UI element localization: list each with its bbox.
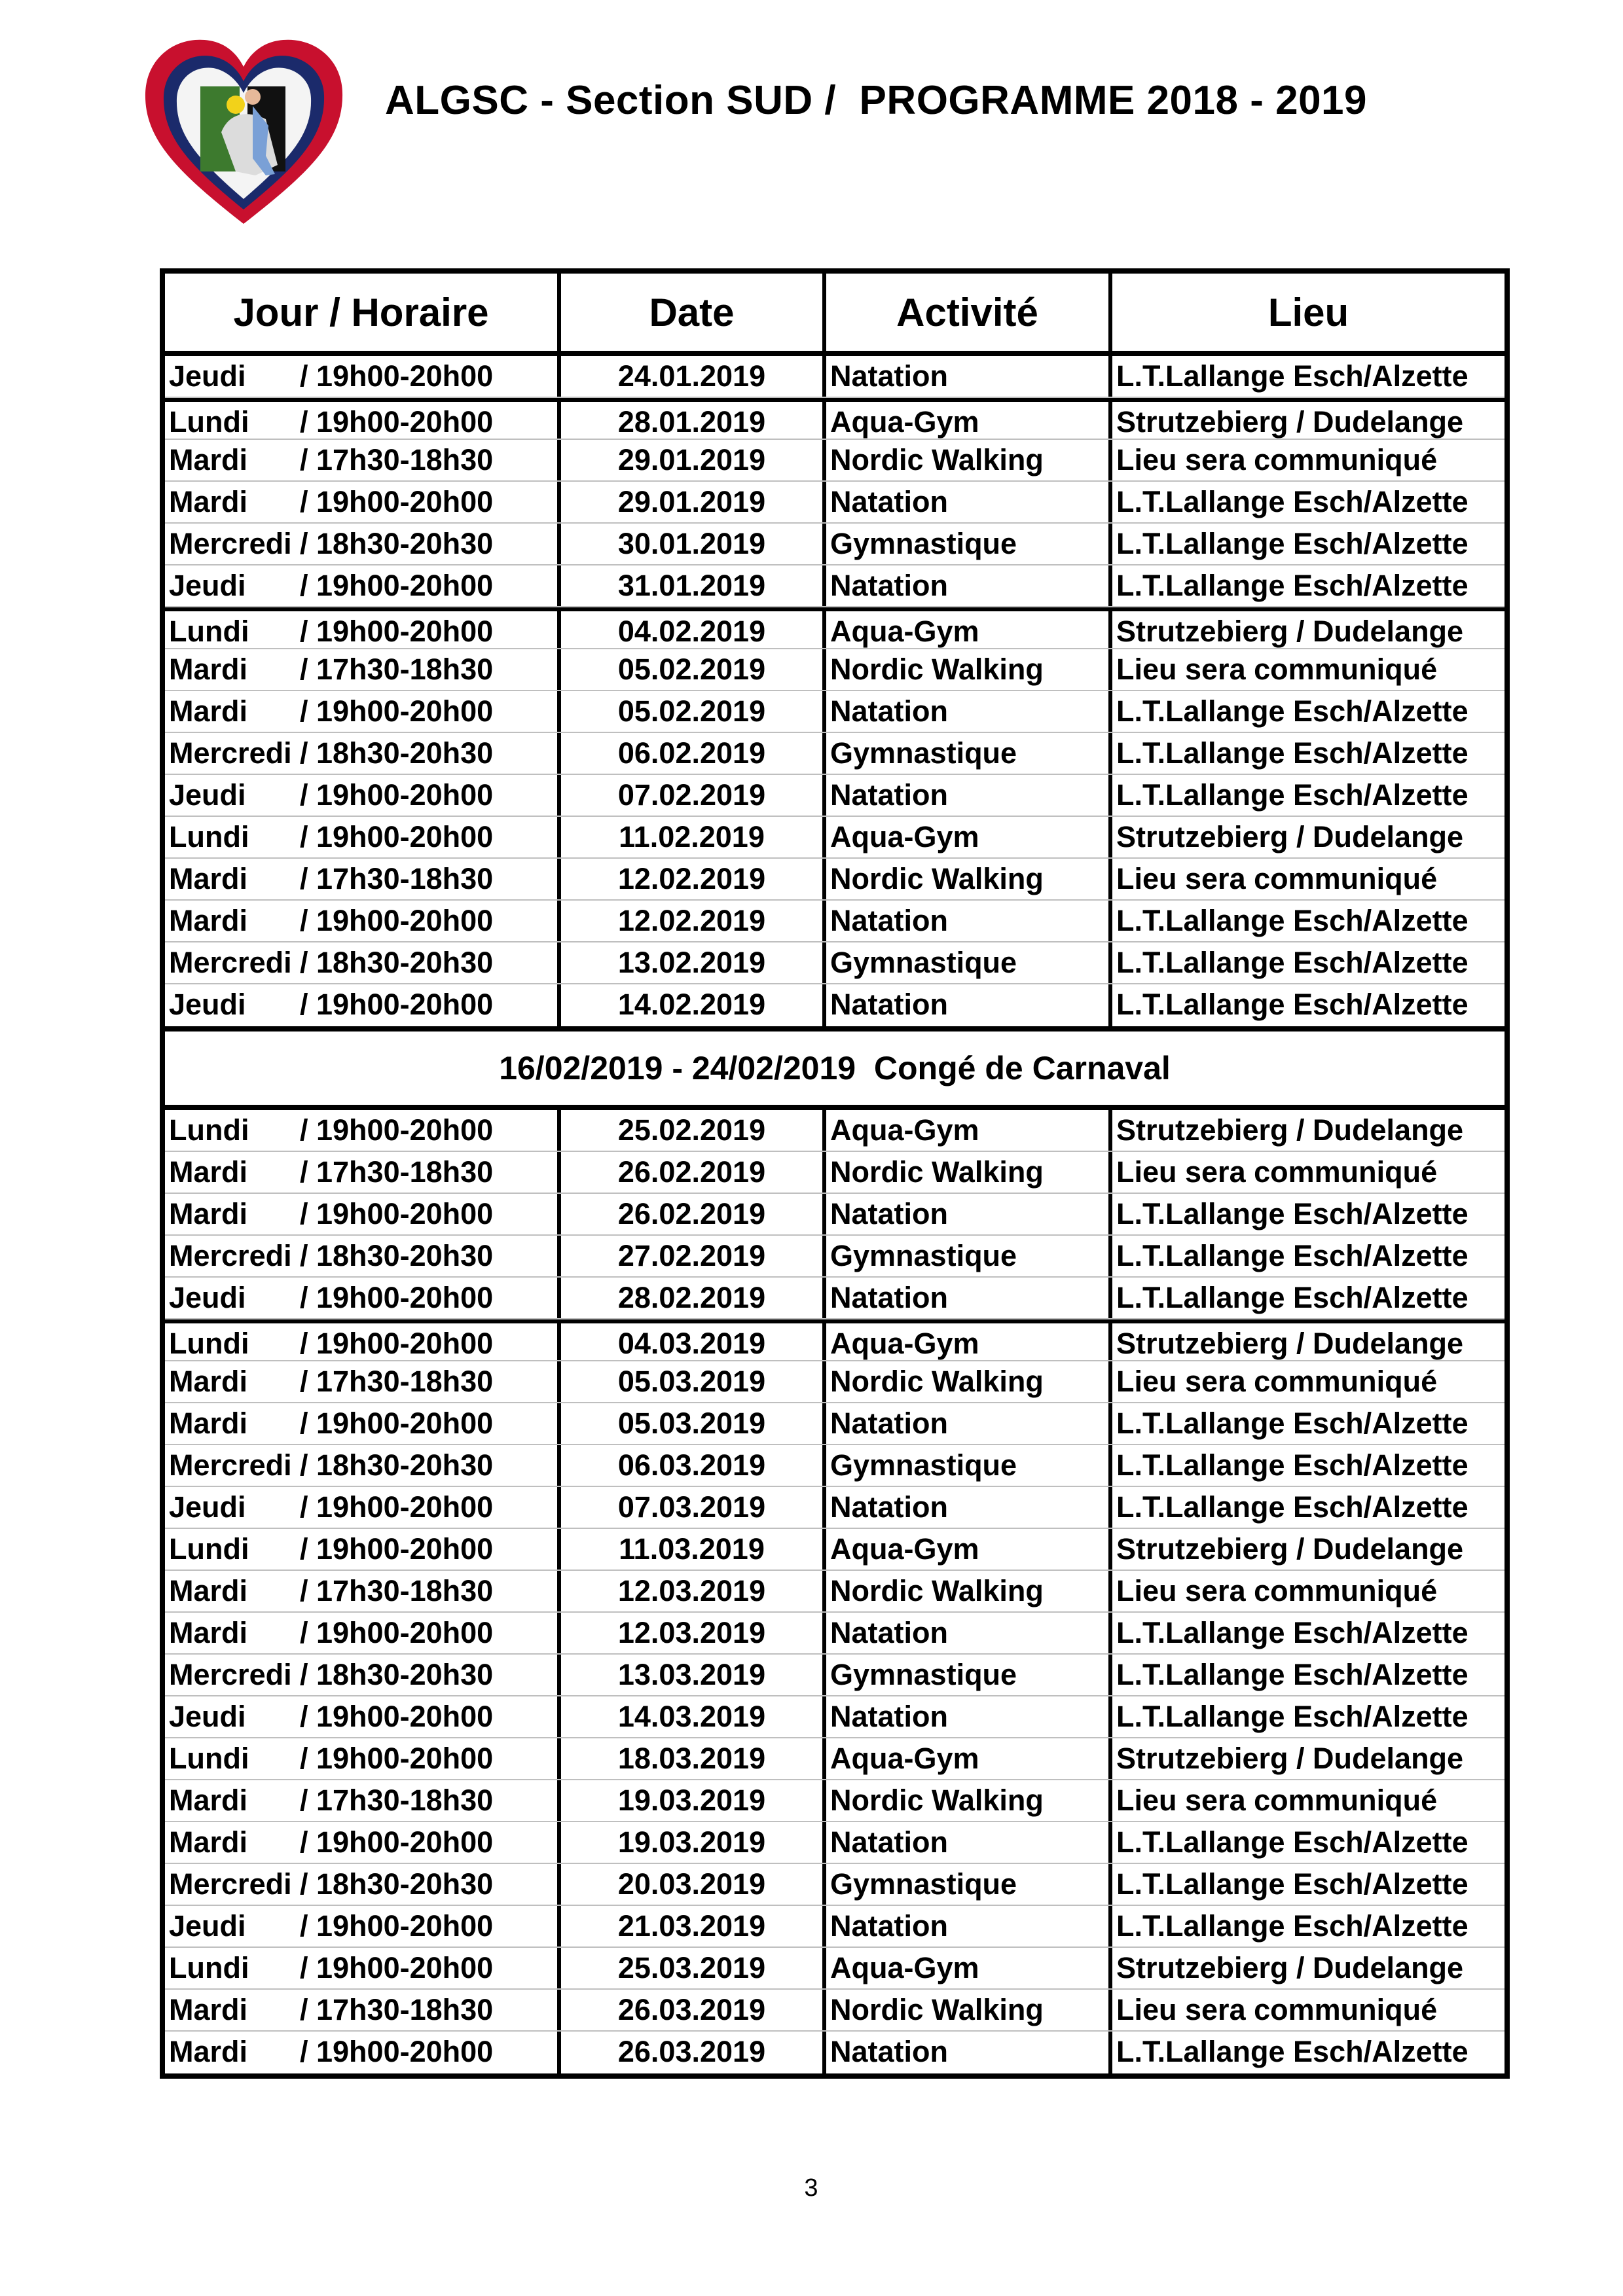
date-cell: 26.02.2019 [561, 1152, 826, 1193]
day-cell: Mardi [169, 1825, 248, 1859]
day-time-cell [165, 1864, 561, 1905]
place-cell: Lieu sera communiqué [1116, 443, 1438, 476]
activity-cell: Gymnastique [826, 524, 1112, 564]
day-time-cell [165, 1487, 561, 1528]
activity-cell: Gymnastique [826, 1445, 1112, 1486]
table-row [165, 1864, 1504, 1906]
day-cell: Mardi [169, 1365, 248, 1398]
activity-cell: Natation [826, 901, 1112, 941]
day-time-cell [165, 2032, 561, 2073]
place-cell: L.T.Lallange Esch/Alzette [1116, 527, 1468, 560]
place-cell: Strutzebierg / Dudelange [1116, 820, 1464, 853]
table-row [165, 901, 1504, 942]
day-time-cell [165, 1780, 561, 1821]
table-row [165, 1571, 1504, 1613]
table-header-row [165, 274, 1504, 356]
day-cell: Mardi [169, 485, 248, 518]
day-time-cell [165, 565, 561, 606]
place-cell: L.T.Lallange Esch/Alzette [1116, 904, 1468, 937]
activity-cell: Aqua-Gym [826, 1948, 1112, 1988]
time-cell: / 19h00-20h00 [300, 1825, 494, 1859]
day-time-cell [165, 1613, 561, 1653]
activity-cell: Aqua-Gym [826, 611, 1112, 648]
place-cell: L.T.Lallange Esch/Alzette [1116, 778, 1468, 812]
date-cell: 05.02.2019 [561, 691, 826, 732]
date-cell: 11.03.2019 [561, 1529, 826, 1570]
place-cell: L.T.Lallange Esch/Alzette [1116, 1197, 1468, 1230]
time-cell: / 19h00-20h00 [300, 405, 494, 439]
time-cell: / 19h00-20h00 [300, 1616, 494, 1649]
activity-cell: Natation [826, 1822, 1112, 1863]
day-time-cell [165, 402, 561, 439]
day-cell: Lundi [169, 1113, 249, 1147]
activity-cell: Nordic Walking [826, 1152, 1112, 1193]
day-cell: Mercredi [169, 736, 292, 770]
column-header-activity: Activité [826, 274, 1112, 351]
day-time-cell [165, 649, 561, 690]
time-cell: / 18h30-20h30 [300, 736, 494, 770]
schedule-block-before-carnival [165, 356, 1504, 1026]
time-cell: / 19h00-20h00 [300, 904, 494, 937]
time-cell: / 19h00-20h00 [300, 820, 494, 853]
date-cell: 12.02.2019 [561, 901, 826, 941]
time-cell: / 19h00-20h00 [300, 1490, 494, 1524]
place-cell: L.T.Lallange Esch/Alzette [1116, 359, 1468, 393]
day-cell: Mercredi [169, 946, 292, 979]
table-row [165, 1655, 1504, 1696]
place-cell: L.T.Lallange Esch/Alzette [1116, 1407, 1468, 1440]
place-cell: L.T.Lallange Esch/Alzette [1116, 485, 1468, 518]
day-time-cell [165, 1236, 561, 1276]
table-row [165, 775, 1504, 817]
place-cell: L.T.Lallange Esch/Alzette [1116, 736, 1468, 770]
place-cell: L.T.Lallange Esch/Alzette [1116, 1239, 1468, 1272]
day-time-cell [165, 775, 561, 816]
date-cell: 14.02.2019 [561, 984, 826, 1026]
day-time-cell [165, 1323, 561, 1360]
day-cell: Mardi [169, 694, 248, 728]
table-row [165, 733, 1504, 775]
time-cell: / 19h00-20h00 [300, 778, 494, 812]
table-row [165, 817, 1504, 859]
day-time-cell [165, 984, 561, 1026]
page-number: 3 [804, 2174, 818, 2202]
day-time-cell [165, 1194, 561, 1234]
time-cell: / 19h00-20h00 [300, 1407, 494, 1440]
day-time-cell [165, 1361, 561, 1402]
column-header-place: Lieu [1267, 290, 1349, 334]
place-cell: Strutzebierg / Dudelange [1116, 615, 1464, 648]
place-cell: L.T.Lallange Esch/Alzette [1116, 1867, 1468, 1901]
time-cell: / 19h00-20h00 [300, 1281, 494, 1314]
table-row [165, 356, 1504, 398]
time-cell: / 19h00-20h00 [300, 1327, 494, 1360]
date-cell: 31.01.2019 [561, 565, 826, 606]
day-cell: Lundi [169, 1327, 249, 1360]
activity-cell: Natation [826, 2032, 1112, 2073]
day-cell: Mercredi [169, 1448, 292, 1482]
date-cell: 13.02.2019 [561, 942, 826, 983]
day-time-cell [165, 901, 561, 941]
schedule-block-after-carnival [165, 1110, 1504, 2073]
day-cell: Jeudi [169, 778, 246, 812]
place-cell: Strutzebierg / Dudelange [1116, 1113, 1464, 1147]
activity-cell: Natation [826, 775, 1112, 816]
place-cell: Strutzebierg / Dudelange [1116, 1951, 1464, 1984]
time-cell: / 17h30-18h30 [300, 1993, 494, 2026]
table-row [165, 565, 1504, 607]
table-row [165, 1906, 1504, 1948]
holiday-banner: 16/02/2019 - 24/02/2019 Congé de Carnaval [165, 1026, 1504, 1110]
day-cell: Jeudi [169, 1281, 246, 1314]
time-cell: / 17h30-18h30 [300, 1574, 494, 1607]
date-cell: 19.03.2019 [561, 1822, 826, 1863]
date-cell: 29.01.2019 [561, 440, 826, 480]
day-time-cell [165, 859, 561, 899]
day-time-cell [165, 1655, 561, 1695]
day-time-cell [165, 1110, 561, 1151]
day-cell: Mardi [169, 1574, 248, 1607]
day-cell: Jeudi [169, 1490, 246, 1524]
day-cell: Mardi [169, 1993, 248, 2026]
date-cell: 26.02.2019 [561, 1194, 826, 1234]
table-row [165, 1990, 1504, 2032]
place-cell: L.T.Lallange Esch/Alzette [1116, 988, 1468, 1021]
table-row [165, 859, 1504, 901]
time-cell: / 18h30-20h30 [300, 1867, 494, 1901]
place-cell: L.T.Lallange Esch/Alzette [1116, 1448, 1468, 1482]
table-row [165, 524, 1504, 565]
day-time-cell [165, 733, 561, 774]
place-cell: Lieu sera communiqué [1116, 1155, 1438, 1189]
day-cell: Lundi [169, 1951, 249, 1984]
time-cell: / 19h00-20h00 [300, 988, 494, 1021]
day-cell: Mardi [169, 2035, 248, 2068]
table-row [165, 1529, 1504, 1571]
day-cell: Jeudi [169, 988, 246, 1021]
place-cell: L.T.Lallange Esch/Alzette [1116, 946, 1468, 979]
activity-cell: Aqua-Gym [826, 1323, 1112, 1360]
time-cell: / 17h30-18h30 [300, 862, 494, 895]
day-cell: Lundi [169, 1532, 249, 1566]
date-cell: 27.02.2019 [561, 1236, 826, 1276]
activity-cell: Natation [826, 1194, 1112, 1234]
time-cell: / 19h00-20h00 [300, 1700, 494, 1733]
date-cell: 28.02.2019 [561, 1278, 826, 1318]
day-cell: Mardi [169, 1155, 248, 1189]
date-cell: 11.02.2019 [561, 817, 826, 857]
place-cell: L.T.Lallange Esch/Alzette [1116, 2035, 1468, 2068]
place-cell: L.T.Lallange Esch/Alzette [1116, 1616, 1468, 1649]
time-cell: / 18h30-20h30 [300, 527, 494, 560]
day-time-cell [165, 440, 561, 480]
date-cell: 20.03.2019 [561, 1864, 826, 1905]
place-cell: Strutzebierg / Dudelange [1116, 1327, 1464, 1360]
activity-cell: Nordic Walking [826, 1780, 1112, 1821]
day-time-cell [165, 1403, 561, 1444]
page-title: ALGSC - Section SUD / PROGRAMME 2018 - 2019 [385, 78, 1368, 123]
table-row [165, 1278, 1504, 1319]
date-cell: 24.01.2019 [561, 356, 826, 397]
place-cell: Strutzebierg / Dudelange [1116, 405, 1464, 439]
day-time-cell [165, 482, 561, 522]
date-cell: 13.03.2019 [561, 1655, 826, 1695]
table-row [165, 1738, 1504, 1780]
day-time-cell [165, 691, 561, 732]
date-cell: 05.03.2019 [561, 1403, 826, 1444]
date-cell: 12.03.2019 [561, 1613, 826, 1653]
date-cell: 05.03.2019 [561, 1361, 826, 1402]
day-time-cell [165, 1696, 561, 1737]
date-cell: 29.01.2019 [561, 482, 826, 522]
day-cell: Jeudi [169, 569, 246, 602]
date-cell: 26.03.2019 [561, 1990, 826, 2030]
place-cell: L.T.Lallange Esch/Alzette [1116, 1281, 1468, 1314]
table-row [165, 1152, 1504, 1194]
day-cell: Mardi [169, 653, 248, 686]
schedule-table [160, 268, 1510, 2079]
day-cell: Mardi [169, 1616, 248, 1649]
day-time-cell [165, 1738, 561, 1779]
column-header-day-time: Jour / Horaire [165, 274, 561, 351]
table-row [165, 1948, 1504, 1990]
table-row [165, 1361, 1504, 1403]
activity-cell: Nordic Walking [826, 440, 1112, 480]
day-cell: Lundi [169, 615, 249, 648]
date-cell: 25.03.2019 [561, 1948, 826, 1988]
day-time-cell [165, 1445, 561, 1486]
activity-cell: Natation [826, 565, 1112, 606]
table-row [165, 1403, 1504, 1445]
time-cell: / 17h30-18h30 [300, 653, 494, 686]
activity-cell: Natation [826, 691, 1112, 732]
column-header-date: Date [561, 274, 826, 351]
date-cell: 19.03.2019 [561, 1780, 826, 1821]
activity-cell: Aqua-Gym [826, 817, 1112, 857]
day-time-cell [165, 356, 561, 397]
time-cell: / 19h00-20h00 [300, 1532, 494, 1566]
table-row [165, 984, 1504, 1026]
activity-cell: Gymnastique [826, 942, 1112, 983]
day-cell: Mardi [169, 443, 248, 476]
place-cell: Lieu sera communiqué [1116, 1574, 1438, 1607]
place-cell: Lieu sera communiqué [1116, 862, 1438, 895]
time-cell: / 17h30-18h30 [300, 1784, 494, 1817]
time-cell: / 17h30-18h30 [300, 443, 494, 476]
activity-cell: Aqua-Gym [826, 1110, 1112, 1151]
activity-cell: Nordic Walking [826, 1990, 1112, 2030]
time-cell: / 19h00-20h00 [300, 1951, 494, 1984]
time-cell: / 19h00-20h00 [300, 694, 494, 728]
date-cell: 18.03.2019 [561, 1738, 826, 1779]
day-cell: Mercredi [169, 1867, 292, 1901]
date-cell: 12.03.2019 [561, 1571, 826, 1611]
day-time-cell [165, 1278, 561, 1318]
date-cell: 26.03.2019 [561, 2032, 826, 2073]
time-cell: / 18h30-20h30 [300, 1448, 494, 1482]
time-cell: / 19h00-20h00 [300, 615, 494, 648]
time-cell: / 19h00-20h00 [300, 569, 494, 602]
day-time-cell [165, 1948, 561, 1988]
day-time-cell [165, 1152, 561, 1193]
date-cell: 25.02.2019 [561, 1110, 826, 1151]
day-cell: Jeudi [169, 1700, 246, 1733]
place-cell: Lieu sera communiqué [1116, 1993, 1438, 2026]
activity-cell: Natation [826, 1403, 1112, 1444]
table-row [165, 649, 1504, 691]
date-cell: 06.03.2019 [561, 1445, 826, 1486]
date-cell: 30.01.2019 [561, 524, 826, 564]
table-row [165, 1613, 1504, 1655]
place-cell: L.T.Lallange Esch/Alzette [1116, 569, 1468, 602]
time-cell: / 18h30-20h30 [300, 1239, 494, 1272]
time-cell: / 18h30-20h30 [300, 946, 494, 979]
date-cell: 04.03.2019 [561, 1323, 826, 1360]
place-cell: Strutzebierg / Dudelange [1116, 1742, 1464, 1775]
day-time-cell [165, 1906, 561, 1946]
time-cell: / 19h00-20h00 [300, 1742, 494, 1775]
activity-cell: Natation [826, 1613, 1112, 1653]
day-time-cell [165, 524, 561, 564]
activity-cell: Natation [826, 1278, 1112, 1318]
activity-cell: Gymnastique [826, 1864, 1112, 1905]
time-cell: / 19h00-20h00 [300, 1909, 494, 1943]
day-time-cell [165, 817, 561, 857]
day-cell: Jeudi [169, 359, 246, 393]
day-time-cell [165, 1529, 561, 1570]
club-logo [137, 27, 350, 237]
day-cell: Lundi [169, 1742, 249, 1775]
table-row [165, 2032, 1504, 2073]
activity-cell: Nordic Walking [826, 1571, 1112, 1611]
day-cell: Lundi [169, 405, 249, 439]
day-time-cell [165, 1822, 561, 1863]
day-time-cell [165, 611, 561, 648]
day-cell: Mercredi [169, 1658, 292, 1691]
time-cell: / 19h00-20h00 [300, 1113, 494, 1147]
activity-cell: Nordic Walking [826, 1361, 1112, 1402]
place-cell: Strutzebierg / Dudelange [1116, 1532, 1464, 1566]
table-row [165, 1236, 1504, 1278]
place-cell: L.T.Lallange Esch/Alzette [1116, 1825, 1468, 1859]
table-row [165, 1110, 1504, 1152]
table-row [165, 1696, 1504, 1738]
day-cell: Jeudi [169, 1909, 246, 1943]
table-row [165, 1319, 1504, 1361]
activity-cell: Gymnastique [826, 733, 1112, 774]
date-cell: 21.03.2019 [561, 1906, 826, 1946]
table-row [165, 1780, 1504, 1822]
day-cell: Mercredi [169, 527, 292, 560]
day-cell: Lundi [169, 820, 249, 853]
day-cell: Mardi [169, 1407, 248, 1440]
table-row [165, 440, 1504, 482]
day-cell: Mardi [169, 862, 248, 895]
day-time-cell [165, 1571, 561, 1611]
day-time-cell [165, 942, 561, 983]
place-cell: L.T.Lallange Esch/Alzette [1116, 1490, 1468, 1524]
activity-cell: Natation [826, 482, 1112, 522]
activity-cell: Natation [826, 1906, 1112, 1946]
day-time-cell [165, 1990, 561, 2030]
table-row [165, 482, 1504, 524]
day-cell: Mardi [169, 1784, 248, 1817]
table-row [165, 942, 1504, 984]
activity-cell: Nordic Walking [826, 649, 1112, 690]
table-row [165, 1194, 1504, 1236]
time-cell: / 17h30-18h30 [300, 1155, 494, 1189]
activity-cell: Natation [826, 1487, 1112, 1528]
date-cell: 28.01.2019 [561, 402, 826, 439]
time-cell: / 19h00-20h00 [300, 359, 494, 393]
time-cell: / 17h30-18h30 [300, 1365, 494, 1398]
time-cell: / 19h00-20h00 [300, 485, 494, 518]
date-cell: 04.02.2019 [561, 611, 826, 648]
activity-cell: Nordic Walking [826, 859, 1112, 899]
time-cell: / 19h00-20h00 [300, 2035, 494, 2068]
activity-cell: Natation [826, 984, 1112, 1026]
activity-cell: Natation [826, 356, 1112, 397]
place-cell: L.T.Lallange Esch/Alzette [1116, 1909, 1468, 1943]
date-cell: 05.02.2019 [561, 649, 826, 690]
day-cell: Mercredi [169, 1239, 292, 1272]
activity-cell: Gymnastique [826, 1655, 1112, 1695]
date-cell: 12.02.2019 [561, 859, 826, 899]
activity-cell: Gymnastique [826, 1236, 1112, 1276]
day-cell: Mardi [169, 904, 248, 937]
table-row [165, 691, 1504, 733]
place-cell: L.T.Lallange Esch/Alzette [1116, 1700, 1468, 1733]
date-cell: 06.02.2019 [561, 733, 826, 774]
activity-cell: Aqua-Gym [826, 402, 1112, 439]
table-row [165, 1822, 1504, 1864]
date-cell: 07.03.2019 [561, 1487, 826, 1528]
time-cell: / 19h00-20h00 [300, 1197, 494, 1230]
day-cell: Mardi [169, 1197, 248, 1230]
table-row [165, 607, 1504, 649]
date-cell: 14.03.2019 [561, 1696, 826, 1737]
time-cell: / 18h30-20h30 [300, 1658, 494, 1691]
place-cell: Lieu sera communiqué [1116, 1365, 1438, 1398]
activity-cell: Aqua-Gym [826, 1738, 1112, 1779]
activity-cell: Aqua-Gym [826, 1529, 1112, 1570]
place-cell: Lieu sera communiqué [1116, 653, 1438, 686]
table-row [165, 1445, 1504, 1487]
date-cell: 07.02.2019 [561, 775, 826, 816]
table-row [165, 1487, 1504, 1529]
place-cell: Lieu sera communiqué [1116, 1784, 1438, 1817]
table-row [165, 398, 1504, 440]
place-cell: L.T.Lallange Esch/Alzette [1116, 1658, 1468, 1691]
place-cell: L.T.Lallange Esch/Alzette [1116, 694, 1468, 728]
activity-cell: Natation [826, 1696, 1112, 1737]
